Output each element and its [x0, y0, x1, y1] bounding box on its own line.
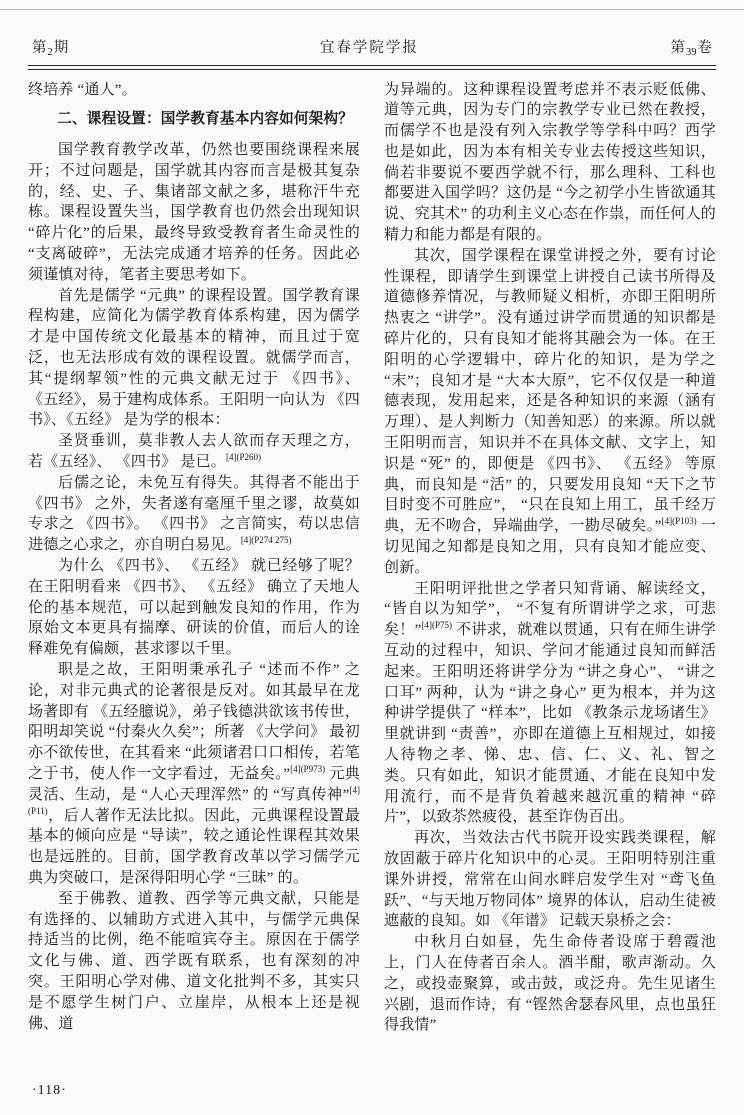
text-run: 国学教育教学改革，仍然也要围绕课程来展开；不过问题是，国学就其内容而言是极其复杂的，经、史、子、集诸部文献之多，堪称汗牛充栋。课程设置失当，国学教育也仍然会出现知识“碎片化”的后果，最终导致受教育者生命灵性的“支离破碎”，无法完成通才培养的任务。因此必须谨慎对待，笔者主要思考如下。 [28, 142, 360, 283]
paragraph [384, 932, 716, 1036]
journal-title: 宜春学院学报 [319, 40, 419, 56]
text-run: 不讲求，就难以贯通，只有在师生讲学互动的过程中，知识、学问才能通过良知而鲜活起来。王阳明还将讲学分为 “讲之身心”、 “讲之口耳” 两种，认为 “讲之身心” 更为根本，并为这种讲学提供了 “样本”，比如 《教条示龙场诸生》 里就讲到 “责善”，亦即在道德上互相规过，如接人待物之孝、悌、忠、信、仁、义、礼、智之类。只有如此，知识才能贯通、才能在良知中发用流行，而不是背负着越来越沉重的精神 “碎片”，以致苶然疲役，甚至诈伪百出。 [384, 622, 716, 826]
right-column [384, 80, 716, 1058]
text-run: 后儒之论，未免互有得失。其得者不能出于《四书》 之外，失者遂有毫厘千里之谬，故莫如专求之 《四书》。 《四书》 之言简实，苟以忠信进德之心求之，亦自明白易见。 [28, 474, 360, 554]
text-run: 元典灵活、生动，是 “人心天理浑然” 的 “写真传神” [28, 766, 360, 803]
paragraph [28, 556, 360, 660]
paragraph [28, 473, 360, 556]
citation-superscript: [4](P260) [226, 452, 262, 463]
left-column [28, 80, 360, 1058]
issue-digit: 2 [47, 47, 53, 58]
text-run: 终培养 “通人”。 [28, 81, 137, 98]
volume-number [671, 36, 713, 57]
page-header [28, 26, 716, 63]
text-run: 二、课程设置：国学教育基本内容如何架构？ [57, 111, 354, 128]
volume-prefix: 第 [670, 40, 685, 56]
paragraph [28, 140, 360, 286]
text-run: ，后人著作无法比拟。因此，元典课程设置最基本的倾向应是 “导读”，较之通论性课程其效果也是远胜的。目前，国学教育改革以学习儒学元典为突破口，是深得阳明心学 “三昧” 的。 [28, 807, 360, 886]
header-divider-rule [28, 65, 716, 70]
text-run: 圣贤垂训，莫非教人去人欲而存天理之方，若《五经》、 《四书》 是已。 [28, 433, 360, 471]
citation-superscript: [4](P11) [28, 784, 360, 816]
citation-superscript: [4](P274 275) [240, 535, 292, 546]
paragraph [28, 80, 360, 101]
text-run: 职是之故，王阳明秉承孔子 “述而不作” 之论，对非元典式的论著很是反对。如其最早在龙场著即有 《五经臆说》，弟子钱德洪欲该书传世，阳明却笑说 “付秦火久矣”；所著 《大学问》 最初亦不欲传世，在其看来 “此须诸君口口相传，若笔之于书，使人作一文字看过，无益矣。” [28, 662, 360, 782]
page-footer [32, 1083, 67, 1099]
paragraph [28, 660, 360, 889]
paragraph [28, 286, 360, 432]
section-heading [28, 109, 360, 130]
volume-suffix: 卷 [697, 40, 712, 56]
paragraph [28, 889, 360, 1035]
text-run: 王阳明评批世之学者只知背诵、解读经文，“皆自以为知学”， “不复有所谓讲学之求，可悲矣！” [384, 580, 716, 639]
paragraph [384, 828, 716, 932]
paragraph [384, 579, 716, 829]
article-body [28, 80, 716, 1058]
citation-superscript: [4](P973) [290, 764, 326, 774]
issue-number [32, 36, 68, 57]
text-run: 其次，国学课程在课堂讲授之外，要有讨论性课程，即请学生到课堂上讲授自己读书所得及道德修养情况，与教师疑义相析，亦即王阳明所热衷之 “讲学”。没有通过讲学而贯通的知识都是碎片化的，只有良知才能将其融会为一体。在王阳明的心学逻辑中，碎片化的知识，是为学之 “末”；良知才是 “大本大原”，它不仅仅是一种道德表现，发用起来，还是各种知识的来源（涵有万理）、是人判断力（知善知恶）的来源。所以就王阳明而言，知识并不在具体文献、文字上，知识是 “死” 的，即便是 《四书》、 《五经》 等原典，而良知是 “活” 的，只要发用良知 “天下之节目时变不可胜应”， “只在良知上用工，虽千经万典，无不吻合，异端曲学，一勘尽破矣。” [384, 247, 716, 535]
text-run: 一切见闻之知都是良知之用，只有良知才能应变、创新。 [384, 518, 716, 576]
paragraph [384, 246, 716, 579]
text-run: 至于佛教、道教、西学等元典文献，只能是有选择的、以辅助方式进入其中，与儒学元典保持适当的比例，绝不能喧宾夺主。原因在于儒学文化与佛、道、西学既有联系，也有深刻的冲突。王阳明心学对佛、道文化批判不多，其实只是不愿学生树门户、立崖岸，从根本上还是视佛、道 [28, 890, 360, 1032]
text-run: 再次，当效法古代书院开设实践类课程，解放固蔽于碎片化知识中的心灵。王阳明特别注重课外讲授，常常在山间水畔启发学生对 “鸢飞鱼跃”、“与天地万物同体” 境界的体认，启动生徒被遮蔽的良知。如 《年谱》 记载天泉桥之会： [384, 830, 716, 930]
issue-suffix: 期 [53, 40, 69, 56]
citation-superscript: [4](P75) [421, 620, 452, 631]
text-run: 为异端的。这种课程设置考虑并不表示贬低佛、道等元典，因为专门的宗教学专业已然在教授，而儒学不也是没有列入宗教学等学科中吗？西学也是如此，因为本有相关专业去传授这些知识，倘若非要说不要西学就不行，那么理科、工科也都要进入国学吗？这仍是 “今之初学小生皆欲通其说、究其术” 的功利主义心态在作祟，而任何人的精力和能力都是有限的。 [384, 81, 716, 244]
page-number: ·118· [32, 1083, 67, 1098]
paragraph [384, 80, 716, 246]
issue-prefix: 第 [32, 40, 47, 56]
scan-edge-line [0, 9, 744, 10]
text-run: 首先是儒学 “元典” 的课程设置。国学教育课程构建，应简化为儒学教育体系构建，因为儒学才是中国传统文化最基本的精神，而且过于宽泛，也无法形成有效的课程设置。就儒学而言，其“提纲挈领”性的元典文献无过于 《四书》、 《五经》，易于建构成体系。王阳明一向认为 《四书》、《五经》 是为学的根本： [28, 287, 360, 429]
citation-superscript: [4](P103) [661, 516, 697, 527]
volume-digit: 39 [686, 47, 697, 58]
text-run: 为什么 《四书》、 《五经》 就已经够了呢？在王阳明看来 《四书》、 《五经》 确立了天地人伦的基本规范，可以起到触发良知的作用，作为原始文本更具有揣摩、研读的价值，而后人的诠释难免有偏颇，甚求谬以千里。 [28, 558, 360, 658]
text-run: 中秋月白如昼，先生命侍者设席于碧霞池上，门人在侍者百余人。酒半酣，歌声渐动。久之，或投壶聚算，或击鼓，或泛舟。先生见诸生兴剧，退而作诗，有 “铿然舍瑟春风里，点也虽狂得我情” [384, 934, 716, 1034]
paragraph [28, 431, 360, 473]
